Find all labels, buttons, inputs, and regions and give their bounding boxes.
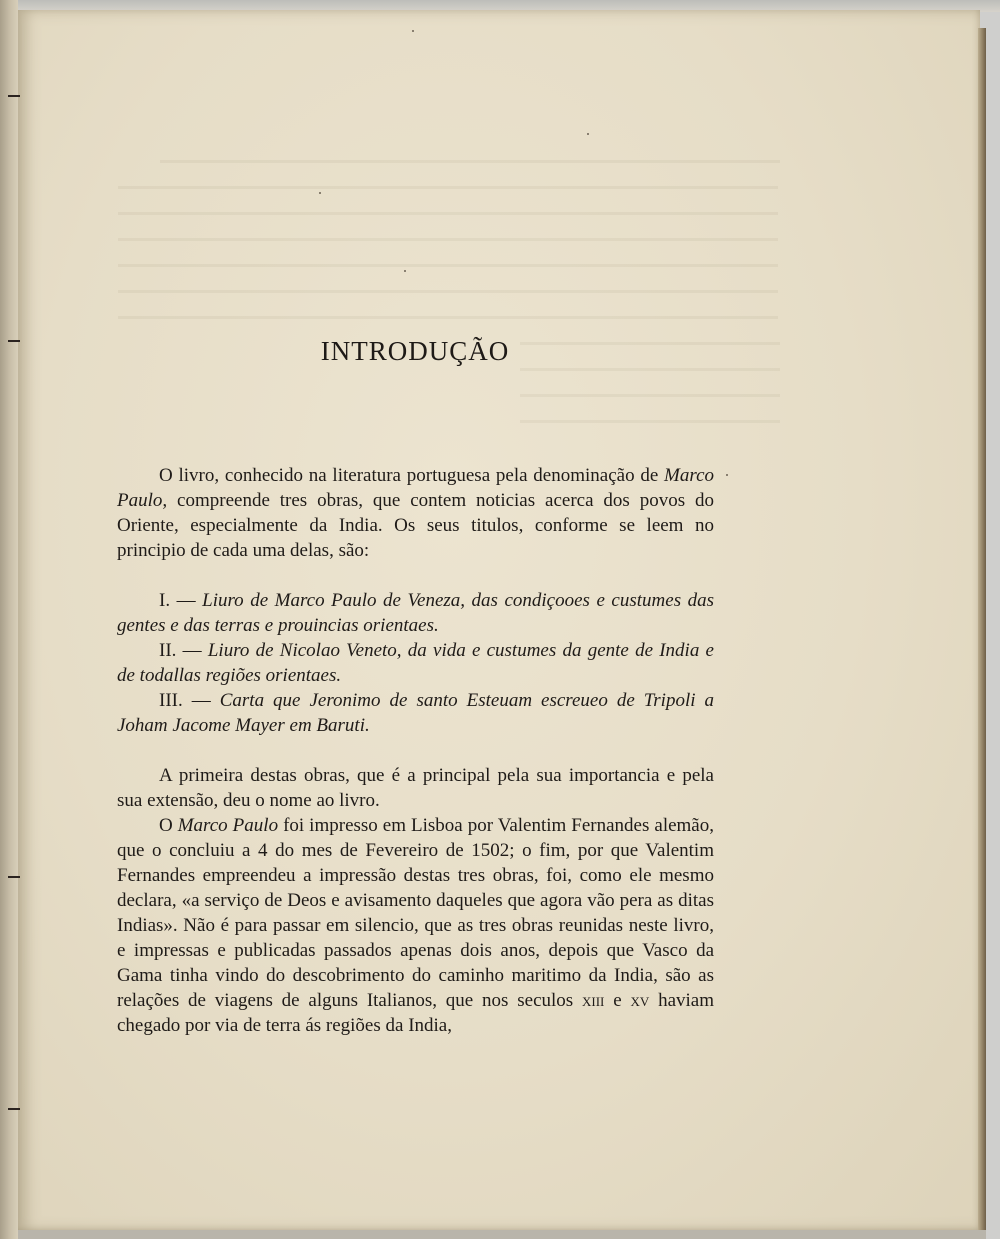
work-title: Liuro de Marco Paulo de Veneza, das condiçooes e custumes das gentes e das terras e prouincias orientaes. [117, 590, 715, 636]
book-fore-edge [978, 28, 986, 1233]
show-through-line [118, 186, 778, 189]
intro-paragraph [117, 463, 714, 563]
body-text [117, 763, 714, 1038]
paragraph-3-part4: haviam chegado por via de terra ás regiões da India, [117, 990, 714, 1036]
paragraph-3-part1: O [159, 815, 178, 836]
page-title: INTRODUÇÃO [320, 336, 510, 366]
show-through-line [520, 420, 780, 423]
work-title: Carta que Jeronimo de santo Esteuam escreueo de Tripoli a Joham Jacome Mayer em Baruti. [117, 690, 714, 736]
work-item [117, 688, 714, 738]
paragraph-3 [117, 813, 714, 1038]
show-through-line [118, 290, 778, 293]
century-numeral: xiii [582, 990, 605, 1011]
paper-speck [404, 270, 406, 272]
intro-text-italic: Marco Paulo, [117, 465, 714, 511]
work-numeral: I. — [159, 590, 203, 611]
work-item [117, 588, 714, 638]
intro-text-part1: O livro, conhecido na literatura portuguesa pela denominação de [159, 465, 665, 486]
work-numeral: III. — [159, 690, 220, 711]
paper-speck [726, 474, 728, 476]
show-through-line [160, 160, 780, 163]
paragraph-2: A primeira destas obras, que é a principal pela sua importancia e pela sua extensão, deu o nome ao livro. [117, 765, 714, 811]
show-through-line [118, 238, 778, 241]
works-list [117, 588, 714, 738]
background-bottom-edge [18, 1230, 986, 1239]
show-through-line [118, 212, 778, 215]
show-through-line [118, 316, 778, 319]
binding-thread-mark [8, 876, 20, 878]
binding-thread-mark [8, 1108, 20, 1110]
century-numeral: xv [630, 990, 650, 1011]
paper-speck [319, 192, 321, 194]
paragraph-3-italic: Marco Paulo [177, 815, 279, 836]
work-item [117, 638, 714, 688]
intro-text [117, 463, 714, 563]
book-binding-edge [0, 0, 18, 1239]
work-title: Liuro de Nicolao Veneto, da vida e custumes da gente de India e de todallas regiões orientaes. [117, 640, 714, 686]
work-numeral: II. — [159, 640, 208, 661]
show-through-line [520, 394, 780, 397]
paper-speck [412, 30, 414, 32]
intro-text-part2: compreende tres obras, que contem noticias acerca dos povos do Oriente, especialmente da India. Os seus titulos, conforme se leem no principio de cada uma delas, são: [117, 490, 714, 561]
show-through-line [520, 368, 780, 371]
show-through-line [118, 264, 778, 267]
binding-thread-mark [8, 95, 20, 97]
paragraph-3-part3: e [604, 990, 631, 1011]
paragraph-3-part2: foi impresso em Lisboa por Valentim Fernandes alemão, que o concluiu a 4 do mes de Fevereiro de 1502; o fim, por que Valentim Fernandes empreendeu a impressão destas tres obras, foi, como ele mesmo declara, «a serviço de Deos e avisamento daqueles que agora vão pera as ditas Indias». Não é para passar em silencio, que as tres obras reunidas neste livro, e impressas e publicadas passados apenas dois anos, depois que Vasco da Gama tinha vindo do descobrimento do caminho maritimo da India, são as relações de viagens de alguns Italianos, que nos seculos [117, 815, 714, 1011]
paper-speck [587, 133, 589, 135]
